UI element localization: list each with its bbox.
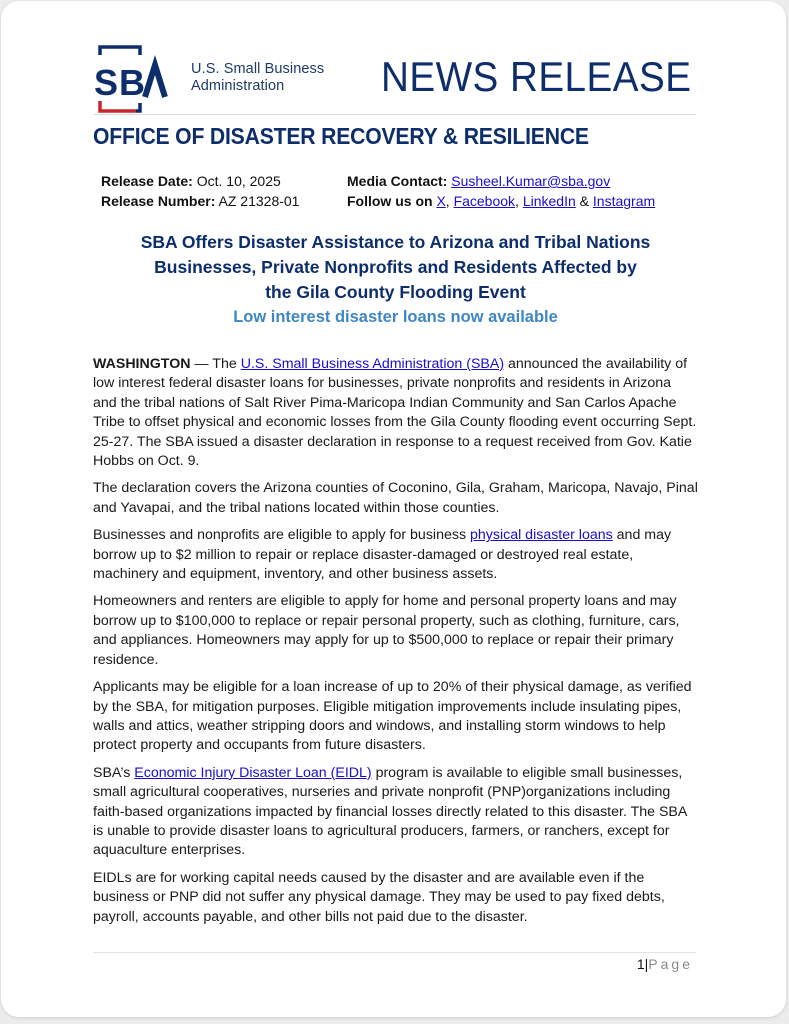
media-contact	[347, 171, 655, 191]
paragraph-5: Applicants may be eligible for a loan increase of up to 20% of their physical damage, as verified by the SBA, for mitigation purposes. Eligible mitigation improvements include insulating pipes, walls and attics, weather stripping doors and windows, and installing storm windows to help protect property and occupants from future disasters.	[93, 679, 692, 754]
release-info	[101, 171, 299, 211]
headline-line1: SBA Offers Disaster Assistance to Arizona and Tribal Nations	[140, 232, 651, 252]
paragraph-1-text: announced the availability of low interest federal disaster loans for businesses, private nonprofits and residents in Arizona and the tribal nations of Salt River Pima-Maricopa Indian Community and San Carlos Apache Tribe to offset physical and economic losses from the Gila County flooding event occurring Sept. 25-27. The SBA issued a disaster declaration in response to a request received from Gov. Katie Hobbs on Oct. 9.	[93, 356, 697, 470]
paragraph-3	[93, 526, 698, 584]
release-subhead: Low interest disaster loans now available	[233, 308, 558, 326]
social-link-instagram[interactable]: Instagram	[592, 193, 656, 209]
header-divider	[93, 114, 696, 115]
page-label: Page	[648, 956, 693, 972]
ampersand: &	[579, 193, 589, 209]
paragraph-3-pre: Businesses and nonprofits are eligible to apply for business	[93, 527, 470, 544]
release-date-label: Release Date:	[101, 173, 193, 189]
agency-name	[191, 61, 324, 95]
release-headline	[93, 230, 698, 305]
agency-name-line2: Administration	[191, 78, 285, 94]
release-date-value: Oct. 10, 2025	[196, 173, 281, 189]
headline-line3: the Gila County Flooding Event	[265, 282, 526, 302]
page-separator: |	[644, 956, 649, 972]
paragraph-7: EIDLs are for working capital needs caused by the disaster and are available even if the business or PNP did not suffer any physical damage. They may be used to pay fixed debts, payroll, accounts payable, and other bills not paid due to the disaster.	[93, 869, 665, 925]
release-number-label: Release Number:	[101, 193, 216, 209]
release-body	[93, 355, 698, 935]
release-number-value: AZ 21328-01	[218, 193, 300, 209]
svg-text:SB: SB	[94, 62, 147, 103]
media-contact-label: Media Contact:	[347, 173, 448, 189]
document-page	[1, 1, 786, 1017]
paragraph-6	[93, 764, 698, 861]
social-follow: Follow us on X, Facebook, LinkedIn & Instagram	[347, 193, 656, 209]
follow-label: Follow us on	[347, 193, 433, 209]
sba-link[interactable]: U.S. Small Business Administration (SBA)	[240, 356, 505, 372]
news-release-title: NEWS RELEASE	[381, 53, 692, 100]
sba-logo-icon	[94, 45, 174, 115]
paragraph-1	[93, 355, 698, 471]
agency-name-line1: U.S. Small Business	[191, 61, 325, 77]
release-date	[101, 171, 299, 191]
paragraph-2: The declaration covers the Arizona counties of Coconino, Gila, Graham, Maricopa, Navajo, Pinal and Yavapai, and the tribal nations located within those counties.	[93, 480, 698, 516]
paragraph-3-post: and may borrow up to $2 million to repair or replace disaster-damaged or destroyed real estate, machinery and equipment, inventory, and other business assets.	[93, 527, 672, 583]
dateline: WASHINGTON	[93, 356, 191, 372]
headline-line2: Businesses, Private Nonprofits and Residents Affected by	[154, 257, 637, 277]
social-link-linkedin[interactable]: LinkedIn	[522, 193, 576, 209]
paragraph-6-pre: SBA’s	[93, 764, 135, 781]
office-heading: OFFICE OF DISASTER RECOVERY & RESILIENCE	[93, 123, 589, 149]
paragraph-4: Homeowners and renters are eligible to apply for home and personal property loans and may borrow up to $100,000 to replace or repair personal property, such as clothing, furniture, cars, and appliances. Homeowners may apply for up to $500,000 to replace or repair their primary residence.	[93, 593, 680, 668]
footer-divider	[93, 952, 696, 953]
social-link-facebook[interactable]: Facebook	[453, 193, 516, 209]
contact-info	[347, 171, 655, 211]
page-number: 1	[636, 956, 645, 972]
social-link-x[interactable]: X	[436, 193, 446, 209]
page-footer	[601, 955, 693, 973]
eidl-link[interactable]: Economic Injury Disaster Loan (EIDL)	[134, 764, 372, 781]
media-contact-email-link[interactable]: Susheel.Kumar@sba.gov	[451, 173, 611, 189]
paragraph-6-post: program is available to eligible small businesses, small agricultural cooperatives, nurseries and private nonprofit (PNP)organizations including faith-based organizations impacted by financial losses directly related to this disaster. The SBA is unable to provide disaster loans to agricultural producers, farmers, or ranchers, except for aquaculture enterprises.	[93, 764, 687, 859]
physical-disaster-loans-link[interactable]: physical disaster loans	[469, 527, 613, 544]
release-number	[101, 191, 299, 211]
dateline-dash: — The	[190, 356, 241, 372]
